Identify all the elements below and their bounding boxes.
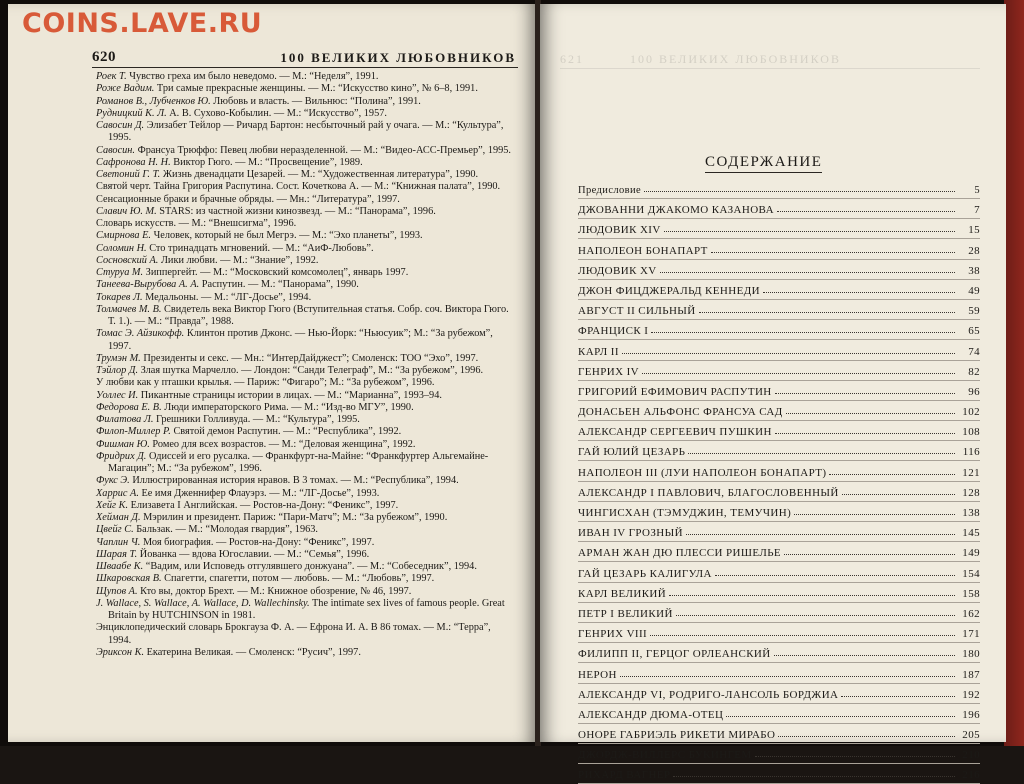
toc-entry	[578, 421, 980, 441]
entry-text: Люди императорского Рима. — М.: “Изд-во МГУ”, 1990.	[164, 401, 414, 413]
entry-text: Распутин. — М.: “Панорама”, 1990.	[201, 279, 359, 291]
toc-entry-title: КАРЛ II	[578, 345, 619, 358]
entry-text: Моя биография. — Ростов-на-Дону: “Феникс”, 1997.	[142, 536, 375, 548]
bibliography-entry	[96, 365, 516, 377]
table-of-contents	[578, 180, 980, 784]
dot-leader	[726, 716, 955, 717]
entry-author: Федорова Е. В.	[96, 401, 162, 413]
toc-entry-title: АРМАН ЖАН ДЮ ПЛЕССИ РИШЕЛЬЕ	[578, 547, 782, 560]
toc-entry-page: 171	[962, 628, 980, 641]
toc-entry-page: 102	[962, 406, 980, 419]
toc-entry	[578, 300, 980, 320]
toc-entry-title: АЛЕКСАНДР VI, РОДРИГО-ЛАНСОЛЬ БОРДЖИА	[578, 688, 839, 701]
toc-entry-page: 205	[962, 729, 980, 742]
toc-entry-page: 82	[968, 365, 980, 378]
entry-author: J. Wallace, S. Wallace, A. Wallace, D. Wallechinsky.	[96, 597, 310, 609]
toc-entry-page: 158	[962, 587, 980, 600]
bibliography-entry	[96, 586, 516, 598]
entry-author: Трумэн М.	[96, 352, 141, 364]
entry-author: Светоний Г. Т.	[96, 169, 161, 180]
toc-entry	[578, 441, 980, 461]
entry-text: Словарь искусств. — М.: “Внешсигма”, 1996.	[96, 218, 297, 229]
dot-leader	[829, 474, 955, 475]
entry-text: Президенты и секс. — Мн.: “ИнтерДайджест”; Смоленск: ТОО “Эхо”, 1997.	[143, 352, 479, 364]
entry-author: Роек Т.	[96, 71, 127, 82]
dot-leader	[842, 494, 955, 495]
entry-text: Чувство греха им было неведомо. — М.: “Неделя”, 1991.	[129, 71, 379, 82]
contents-heading: СОДЕРЖАНИЕ	[705, 154, 822, 173]
toc-entry-title: ЧИНГИСХАН (ТЭМУДЖИН, ТЕМУЧИН)	[578, 507, 792, 519]
toc-entry-title: АЛЕКСАНДР СЕРГЕЕВИЧ ПУШКИН	[578, 426, 772, 439]
toc-entry	[578, 542, 980, 562]
bibliography-entry	[96, 426, 516, 438]
toc-entry	[578, 482, 980, 502]
toc-entry	[578, 724, 980, 744]
toc-entry-title: ЛЮДОВИК XIV	[578, 224, 661, 237]
bibliography-entry	[96, 500, 516, 512]
toc-entry	[578, 361, 980, 381]
toc-entry	[578, 280, 980, 300]
toc-entry-page: 121	[962, 466, 980, 479]
toc-entry	[578, 764, 980, 784]
toc-entry-page: 192	[962, 688, 980, 701]
entry-author: Соломин Н.	[96, 242, 147, 254]
entry-author: Стуруа М.	[96, 267, 144, 278]
entry-author: Харрис А.	[96, 487, 139, 499]
dot-leader	[775, 393, 955, 394]
toc-entry-page: 149	[962, 547, 980, 560]
toc-entry-title: ОНОРЕ ГАБРИЭЛЬ РИКЕТИ МИРАБО	[578, 729, 776, 742]
entry-author: Роже Вадим.	[96, 83, 155, 95]
entry-author: Тэйлор Д.	[96, 365, 139, 376]
dot-leader	[686, 534, 955, 535]
entry-author: Уоллес И.	[96, 389, 139, 401]
entry-text: Иллюстрированная история нравов. В 3 томах. — М.: “Республика”, 1994.	[132, 475, 459, 487]
toc-entry-title: ДЖОН ФИЦДЖЕРАЛЬД КЕННЕДИ	[578, 284, 760, 297]
bibliography-entry	[96, 181, 516, 193]
toc-entry	[578, 603, 980, 623]
bibliography-entry	[96, 451, 516, 476]
dot-leader	[676, 615, 955, 616]
entry-author: Филоп-Миллер Р.	[96, 426, 171, 438]
toc-entry-page: 210	[962, 749, 980, 762]
entry-text: Жизнь двенадцати Цезарей. — М.: “Художественная литература”, 1990.	[162, 169, 479, 180]
entry-author: Шваабе К.	[96, 561, 144, 572]
entry-author: Чаплин Ч.	[96, 536, 141, 548]
dot-leader	[651, 332, 955, 333]
entry-text: Бальзак. — М.: “Молодая гвардия”, 1963.	[136, 524, 318, 536]
dot-leader	[775, 433, 955, 434]
dot-leader	[664, 231, 955, 232]
bibliography-entry	[96, 414, 516, 426]
entry-text: Лики любви. — М.: “Знание”, 1992.	[160, 254, 319, 266]
toc-entry	[578, 340, 980, 360]
toc-entry	[578, 623, 980, 643]
entry-text: Элизабет Тейлор — Ричард Бартон: несбыточный рай у очага. — М.: “Культура”, 1995.	[108, 120, 504, 144]
entry-text: Елизавета I Английская. — Ростов-на-Дону: “Феникс”, 1997.	[130, 499, 399, 511]
toc-entry-page: 145	[962, 527, 980, 540]
dot-leader	[711, 252, 955, 253]
bibliography-entry	[96, 83, 516, 95]
bibliography-entry	[96, 292, 516, 304]
bibliography-entry	[96, 194, 516, 206]
entry-author: Фридрих Д.	[96, 450, 147, 462]
entry-text: Кто вы, доктор Брехт. — М.: Книжное обозрение, № 46, 1997.	[140, 585, 412, 597]
toc-entry-page: 65	[968, 325, 980, 338]
toc-entry-page: 138	[962, 507, 980, 519]
toc-entry	[578, 320, 980, 340]
toc-entry-page: 38	[968, 264, 980, 277]
toc-entry-title: КАРЛ ВЕЛИКИЙ	[578, 587, 667, 600]
entry-author: Сафронова Н. Н.	[96, 156, 171, 168]
toc-entry-title: Предисловие	[578, 185, 642, 196]
entry-author: Шкаровская В.	[96, 573, 162, 585]
toc-entry-title: ГРИГОРИЙ ЕФИМОВИЧ РАСПУТИН	[578, 385, 772, 398]
dot-leader	[650, 635, 955, 636]
entry-text: Энциклопедический словарь Брокгауза Ф. А. — Ефрона И. А. В 86 томах. — М.: “Терра”, 1994.	[96, 622, 491, 646]
dot-leader	[778, 736, 955, 737]
dot-leader	[688, 453, 955, 454]
page-number: 620	[92, 49, 116, 65]
bibliography-entry	[96, 402, 516, 414]
bibliography-entry	[96, 475, 516, 487]
dot-leader	[786, 413, 955, 414]
entry-text: Грешники Голливуда. — М.: “Культура”, 1995.	[156, 414, 360, 425]
toc-entry-page: 187	[962, 668, 980, 681]
bibliography-entry	[96, 230, 516, 242]
entry-author: Фишман Ю.	[96, 438, 150, 450]
entry-author: Токарев Л.	[96, 291, 143, 303]
entry-author: Цвейг С.	[96, 524, 134, 536]
toc-entry-page: 5	[974, 185, 980, 196]
toc-entry-title: ДОНАСЬЕН АЛЬФОНС ФРАНСУА САД	[578, 406, 783, 419]
dot-leader	[784, 554, 955, 555]
bibliography-entry	[96, 243, 516, 255]
toc-entry-title: НАПОЛЕОН БОНАПАРТ	[578, 244, 708, 257]
entry-text: Медальоны. — М.: “ЛГ-Досье”, 1994.	[145, 291, 312, 303]
entry-text: Человек, который не был Мегрэ. — М.: “Эхо планеты”, 1993.	[153, 230, 423, 242]
entry-author: Сосновский А.	[96, 254, 159, 266]
toc-entry-page: 49	[968, 284, 980, 297]
toc-entry-page: 108	[962, 426, 980, 439]
bibliography-entry	[96, 218, 516, 230]
entry-author: Славич Ю. М.	[96, 205, 157, 217]
entry-text: Спагетти, спагетти, потом — любовь. — М.: “Любовь”, 1997.	[164, 573, 435, 585]
entry-text: Одиссей и его русалка. — Франкфурт-на-Майне: “Франкфуртер Альгемайне-Магацин”; М.: “За рубежом”, 1996.	[108, 450, 489, 474]
entry-text: Ее имя Дженнифер Флауэрз. — М.: “ЛГ-Досье”, 1993.	[141, 487, 380, 499]
watermark: COINS.LAVE.RU	[22, 8, 263, 39]
bibliography-entry	[96, 549, 516, 561]
bibliography-entry	[96, 390, 516, 402]
dot-leader	[715, 575, 955, 576]
bibliography-entry	[96, 169, 516, 181]
entry-text: Виктор Гюго. — М.: “Просвещение”, 1989.	[173, 156, 363, 168]
entry-text: Злая шутка Марчелло. — Лондон: “Санди Телеграф”, М.: “За рубежом”, 1996.	[140, 365, 484, 376]
toc-entry	[578, 522, 980, 542]
entry-author: Романов В., Лубченков Ю.	[96, 95, 211, 107]
bleed-through-title: 100 ВЕЛИКИХ ЛЮБОВНИКОВ	[630, 52, 841, 66]
bibliography-list	[96, 71, 516, 659]
entry-text: Любовь и власть. — Вильнюс: “Полина”, 1991.	[213, 95, 421, 107]
entry-text: У любви как у пташки крылья. — Париж: “Фигаро”; М.: “За рубежом”, 1996.	[96, 377, 435, 389]
bibliography-entry	[96, 157, 516, 169]
toc-entry	[578, 199, 980, 219]
running-title: 100 ВЕЛИКИХ ЛЮБОВНИКОВ	[280, 50, 516, 65]
dot-leader	[777, 211, 955, 212]
bibliography-entry	[96, 598, 516, 623]
toc-entry-title: АЛЕКСАНДР ДЮМА-ОТЕЦ	[578, 708, 724, 721]
dot-leader	[841, 696, 955, 697]
entry-text: А. В. Сухово-Кобылин. — М.: “Искусство”, 1957.	[169, 107, 387, 119]
bibliography-entry	[96, 255, 516, 267]
bibliography-entry	[96, 206, 516, 218]
entry-author: Рудницкий К. Л.	[96, 107, 167, 119]
toc-entry	[578, 461, 980, 481]
toc-entry-title: РИХАРД ВАГНЕР	[578, 769, 671, 782]
dot-leader	[642, 373, 955, 374]
toc-entry-page: 7	[974, 204, 980, 217]
toc-entry-title: ДЖОВАННИ ДЖАКОМО КАЗАНОВА	[578, 204, 774, 217]
bibliography-entry	[96, 353, 516, 365]
toc-entry	[578, 562, 980, 582]
book-cover-edge	[1004, 0, 1024, 746]
toc-entry-page: 59	[968, 305, 980, 318]
toc-entry	[578, 239, 980, 259]
toc-entry-title: ГЕНРИХ IV	[578, 365, 639, 378]
bleed-through-page-number: 621	[560, 52, 584, 66]
entry-text: “Вадим, или Исповедь отгулявшего донжуана”. — М.: “Собеседник”, 1994.	[145, 561, 477, 572]
entry-text: Клинтон против Джонс. — Нью-Йорк: “Ньюсуик”; М.: “За рубежом”, 1997.	[108, 328, 493, 352]
bibliography-entry	[96, 647, 516, 659]
bibliography-entry	[96, 622, 516, 647]
bibliography-entry	[96, 512, 516, 524]
entry-text: Зиппергейт. — М.: “Московский комсомолец”, январь 1997.	[145, 267, 409, 278]
bibliography-entry	[96, 267, 516, 279]
entry-author: Эриксон К.	[96, 646, 145, 658]
toc-entry-page: 162	[962, 607, 980, 620]
toc-entry	[578, 643, 980, 663]
bibliography-entry	[96, 71, 516, 83]
toc-entry-page: 15	[968, 224, 980, 237]
dot-leader	[620, 676, 955, 677]
toc-entry-title: НАПОЛЕОН III (ЛУИ НАПОЛЕОН БОНАПАРТ)	[578, 466, 827, 479]
toc-entry	[578, 663, 980, 683]
entry-text: Три самые прекрасные женщины. — М.: “Искусство кино”, № 6–8, 1991.	[156, 83, 478, 95]
entry-author: Савосин Д.	[96, 120, 145, 131]
right-page	[540, 4, 1006, 782]
bibliography-entry	[96, 96, 516, 108]
bibliography-entry	[96, 304, 516, 329]
toc-entry-page: 28	[968, 244, 980, 257]
toc-entry-page: 180	[962, 648, 980, 661]
entry-text: Сто тринадцать мгновений. — М.: “АиФ-Любовь”.	[149, 242, 374, 254]
entry-text: Свидетель века Виктор Гюго (Вступительная статья. Собр. соч. Виктора Гюго. Т. 1.). — М.: “Правда”, 1988.	[108, 303, 509, 327]
toc-entry	[578, 583, 980, 603]
bibliography-entry	[96, 439, 516, 451]
dot-leader	[774, 655, 955, 656]
toc-entry-title: ГАЙ ЮЛИЙ ЦЕЗАРЬ	[578, 446, 686, 459]
toc-entry-page: 154	[962, 567, 980, 580]
bibliography-entry	[96, 573, 516, 585]
toc-entry-title: НЕРОН	[578, 668, 617, 681]
left-page	[8, 4, 536, 742]
toc-entry-page: 128	[962, 486, 980, 499]
toc-entry	[578, 704, 980, 724]
toc-entry-page: 196	[962, 708, 980, 721]
bibliography-entry	[96, 524, 516, 536]
toc-entry-page: 116	[962, 446, 980, 459]
bibliography-entry	[96, 328, 516, 353]
toc-entry-title: ГАЙ ЦЕЗАРЬ КАЛИГУЛА	[578, 567, 712, 580]
toc-entry-title: ФРАНЦИСК I	[578, 325, 649, 338]
entry-author: Хейг К.	[96, 499, 129, 511]
entry-author: Хейман Д.	[96, 512, 141, 523]
entry-text: STARS: из частной жизни кинозвезд. — М.: “Панорама”, 1996.	[159, 205, 436, 217]
left-page-header	[92, 49, 518, 68]
toc-entry-title: ФИЛИПП II, ГЕРЦОГ ОРЛЕАНСКИЙ	[578, 648, 771, 661]
bibliography-entry	[96, 377, 516, 389]
entry-text: Екатерина Великая. — Смоленск: “Русич”, 1997.	[146, 646, 361, 658]
entry-author: Щупов А.	[96, 585, 138, 597]
toc-entry	[578, 684, 980, 704]
toc-entry	[578, 744, 980, 764]
bibliography-entry	[96, 561, 516, 573]
bibliography-entry	[96, 145, 516, 157]
toc-entry-page: 74	[968, 345, 980, 358]
toc-entry-title: АВГУСТ II СИЛЬНЫЙ	[578, 305, 696, 318]
entry-author: Томас Э. Айзикофф.	[96, 328, 185, 340]
entry-text: Йованка — вдова Югославии. — М.: “Семья”, 1996.	[139, 548, 370, 560]
toc-entry-title: ГЕНРИХ VIII	[578, 628, 648, 641]
bibliography-entry	[96, 537, 516, 549]
toc-entry	[578, 401, 980, 421]
entry-author: Фукс Э.	[96, 475, 130, 487]
entry-author: Танеева-Вырубова А. А.	[96, 279, 200, 291]
toc-entry	[578, 502, 980, 522]
toc-entry-title: ИВАН IV ГРОЗНЫЙ	[578, 527, 683, 540]
entry-text: Франсуа Трюффо: Певец любви неразделенной. — М.: “Видео-АСС-Премьер”, 1995.	[137, 144, 511, 156]
entry-author: Смирнова Е.	[96, 230, 151, 242]
dot-leader	[669, 595, 955, 596]
entry-text: Святой черт. Тайна Григория Распутина. Сост. Кочеткова А. — М.: “Книжная палата”, 1990.	[96, 181, 501, 193]
toc-entry	[578, 219, 980, 239]
entry-text: Сенсационные браки и брачные обряды. — Мн.: “Литература”, 1997.	[96, 193, 400, 205]
bleed-through-header	[560, 52, 980, 69]
dot-leader	[622, 353, 955, 354]
toc-entry	[578, 381, 980, 401]
entry-text: Святой демон Распутин. — М.: “Республика”, 1992.	[173, 426, 402, 438]
dot-leader	[673, 776, 955, 777]
toc-entry	[578, 180, 980, 199]
bibliography-entry	[96, 488, 516, 500]
dot-leader	[755, 756, 955, 757]
bibliography-entry	[96, 279, 516, 291]
toc-entry-title: АЛЕКСАНДР I ПАВЛОВИЧ, БЛАГОСЛОВЕННЫЙ	[578, 486, 839, 499]
toc-entry-page: 216	[962, 769, 980, 782]
dot-leader	[699, 312, 955, 313]
bibliography-entry	[96, 108, 516, 120]
toc-entry	[578, 260, 980, 280]
entry-text: The intimate sex lives of famous people. Great Britain by HUTCHINSON in 1981.	[108, 597, 505, 621]
entry-text: Ромео для всех возрастов. — М.: “Деловая женщина”, 1992.	[152, 438, 416, 450]
toc-entry-title: ПЕТР I ВЕЛИКИЙ	[578, 607, 673, 620]
bibliography-entry	[96, 120, 516, 145]
entry-author: Филатова Л.	[96, 414, 154, 425]
entry-text: Пикантные страницы истории в лицах. — М.: “Марианна”, 1993–94.	[140, 389, 442, 401]
entry-text: Мэрилин и президент. Париж: “Пари-Матч”; М.: “За рубежом”, 1990.	[143, 512, 448, 523]
entry-author: Толмачев М. В.	[96, 303, 162, 315]
dot-leader	[763, 292, 955, 293]
entry-author: Савосин.	[96, 144, 135, 156]
entry-author: Шарая Т.	[96, 548, 138, 560]
dot-leader	[660, 272, 955, 273]
dot-leader	[644, 191, 955, 192]
toc-entry-title: ДЖОРДЖ-ВИЛЛЕРС БУКИНГЕМ	[578, 749, 752, 762]
toc-entry-title: ЛЮДОВИК XV	[578, 264, 657, 277]
dot-leader	[794, 514, 955, 515]
toc-entry-page: 96	[968, 385, 980, 398]
